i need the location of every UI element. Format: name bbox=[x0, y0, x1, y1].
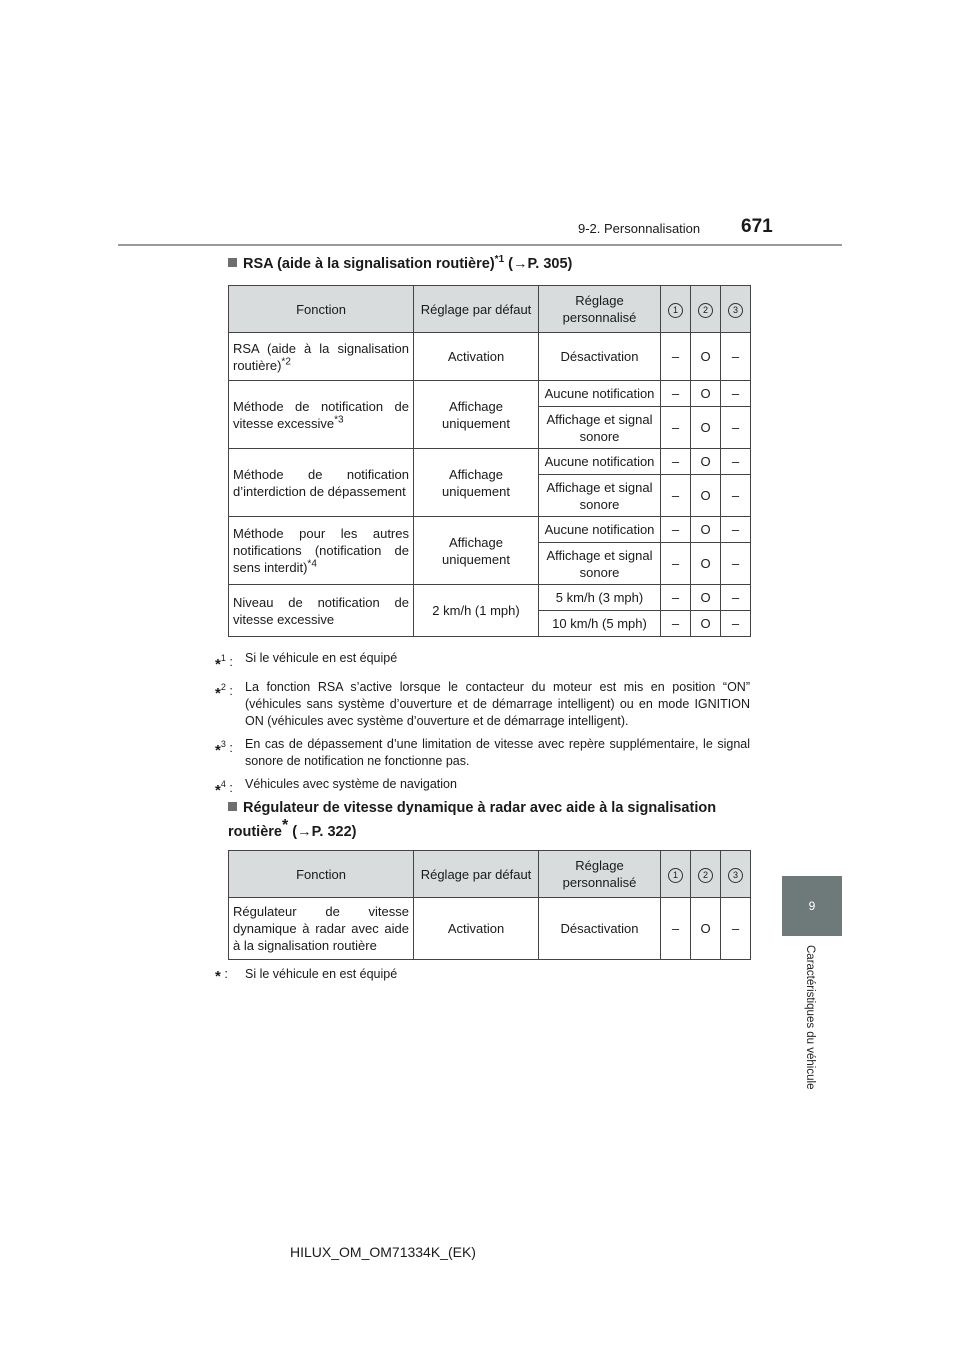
table-row bbox=[229, 333, 751, 381]
cell-defaut: Activation bbox=[414, 898, 539, 960]
footnote bbox=[215, 650, 750, 673]
cell-2: O bbox=[691, 585, 721, 611]
cell-1: – bbox=[661, 475, 691, 517]
page-number: 671 bbox=[741, 216, 773, 237]
cell-2: O bbox=[691, 407, 721, 449]
cell-2: O bbox=[691, 517, 721, 543]
col-header-1 bbox=[661, 286, 691, 333]
footnote-ref: *1 bbox=[494, 254, 505, 266]
cell-perso: 10 km/h (5 mph) bbox=[539, 611, 661, 637]
footnote-ref: *3 bbox=[334, 414, 344, 426]
cell-3: – bbox=[721, 475, 751, 517]
cell-defaut: Activation bbox=[414, 333, 539, 381]
cell-2: O bbox=[691, 611, 721, 637]
chapter-tab[interactable] bbox=[782, 876, 842, 936]
cell-perso: Aucune notification bbox=[539, 381, 661, 407]
radar-cruise-settings-table bbox=[228, 850, 751, 960]
table-header-row bbox=[229, 851, 751, 898]
footnote-text: Véhicules avec système de navigation bbox=[245, 777, 457, 791]
square-bullet-icon bbox=[228, 802, 237, 811]
cell-1: – bbox=[661, 611, 691, 637]
footnote-ref: * bbox=[282, 817, 289, 835]
footnotes-rsa bbox=[215, 650, 750, 805]
table-row bbox=[229, 517, 751, 543]
cell-2: O bbox=[691, 449, 721, 475]
footnote-text: La fonction RSA s’active lorsque le contacteur du moteur est mis en position “ON” (véhicules sans système d’ouverture et de démarrage intelligent) ou en mode IGNITION ON (véhicules avec système d’ouverture et de démarrage intelligent). bbox=[245, 680, 750, 728]
cell-perso: Affichage et signal sonore bbox=[539, 475, 661, 517]
footnote-marker: *$^1$ : bbox=[215, 653, 233, 673]
footnote-ref: *2 bbox=[281, 356, 291, 368]
chapter-label: Caractéristiques du véhicule bbox=[804, 945, 816, 1090]
cell-defaut: Affichage uniquement bbox=[414, 449, 539, 517]
square-bullet-icon bbox=[228, 258, 237, 267]
cell-fonction: Méthode de notification d’interdiction de dépassement bbox=[229, 449, 414, 517]
circled-3-icon: 3 bbox=[728, 303, 743, 318]
col-header-defaut: Réglage par défaut bbox=[414, 851, 539, 898]
circled-1-icon: 1 bbox=[668, 868, 683, 883]
cell-1: – bbox=[661, 407, 691, 449]
footnote-marker: * : bbox=[215, 967, 228, 985]
cell-fonction: RSA (aide à la signalisation routière)$^{*2}$ bbox=[229, 333, 414, 381]
cell-3: – bbox=[721, 585, 751, 611]
cell-3: – bbox=[721, 611, 751, 637]
document-code: HILUX_OM_OM71334K_(EK) bbox=[290, 1244, 476, 1260]
cell-fonction: Méthode pour les autres notifications (notification de sens interdit)$^{*4}$ bbox=[229, 517, 414, 585]
footnote-marker: *$^4$ : bbox=[215, 779, 233, 799]
col-header-2 bbox=[691, 851, 721, 898]
footnotes-radar-cruise bbox=[215, 966, 750, 991]
circled-2-icon: 2 bbox=[698, 303, 713, 318]
cell-fonction: Régulateur de vitesse dynamique à radar avec aide à la signalisation routière bbox=[229, 898, 414, 960]
footnote bbox=[215, 966, 750, 985]
cell-defaut: Affichage uniquement bbox=[414, 517, 539, 585]
section-title-rsa bbox=[228, 252, 572, 276]
table-row bbox=[229, 449, 751, 475]
circled-3-icon: 3 bbox=[728, 868, 743, 883]
footnote-marker: *$^3$ : bbox=[215, 739, 233, 759]
cell-perso: Affichage et signal sonore bbox=[539, 407, 661, 449]
col-header-defaut: Réglage par défaut bbox=[414, 286, 539, 333]
col-header-2 bbox=[691, 286, 721, 333]
cell-1: – bbox=[661, 517, 691, 543]
title-text: RSA (aide à la signalisation routière) bbox=[243, 256, 495, 272]
cell-2: O bbox=[691, 381, 721, 407]
table-row bbox=[229, 381, 751, 407]
cell-3: – bbox=[721, 517, 751, 543]
footnote-marker: *$^2$ : bbox=[215, 682, 233, 702]
page-ref-link[interactable]: (→P. 305) bbox=[504, 256, 573, 272]
col-header-fonction: Fonction bbox=[229, 286, 414, 333]
section-title-radar-cruise bbox=[228, 796, 753, 844]
cell-3: – bbox=[721, 333, 751, 381]
cell-perso: Désactivation bbox=[539, 898, 661, 960]
section-heading: 9-2. Personnalisation bbox=[578, 221, 701, 236]
cell-perso: Affichage et signal sonore bbox=[539, 543, 661, 585]
cell-3: – bbox=[721, 543, 751, 585]
cell-1: – bbox=[661, 543, 691, 585]
footnote-text: Si le véhicule en est équipé bbox=[245, 651, 398, 665]
table-header-row bbox=[229, 286, 751, 333]
footnote-text: Si le véhicule en est équipé bbox=[245, 967, 398, 981]
col-header-3 bbox=[721, 286, 751, 333]
cell-2: O bbox=[691, 898, 721, 960]
cell-perso: Désactivation bbox=[539, 333, 661, 381]
footnote-ref: *4 bbox=[307, 558, 317, 570]
title-text: Régulateur de vitesse dynamique à radar avec aide à la signalisation routière bbox=[228, 800, 717, 840]
cell-3: – bbox=[721, 381, 751, 407]
header-divider bbox=[118, 244, 842, 246]
cell-3: – bbox=[721, 407, 751, 449]
cell-perso: 5 km/h (3 mph) bbox=[539, 585, 661, 611]
circled-2-icon: 2 bbox=[698, 868, 713, 883]
cell-3: – bbox=[721, 898, 751, 960]
cell-1: – bbox=[661, 585, 691, 611]
footnote bbox=[215, 679, 750, 730]
col-header-perso: Réglage personnalisé bbox=[539, 851, 661, 898]
footnote bbox=[215, 736, 750, 770]
table-row bbox=[229, 585, 751, 611]
cell-1: – bbox=[661, 381, 691, 407]
cell-1: – bbox=[661, 898, 691, 960]
cell-1: – bbox=[661, 449, 691, 475]
cell-2: O bbox=[691, 475, 721, 517]
col-header-3 bbox=[721, 851, 751, 898]
circled-1-icon: 1 bbox=[668, 303, 683, 318]
page-ref-link[interactable]: (→P. 322) bbox=[288, 824, 357, 840]
cell-perso: Aucune notification bbox=[539, 517, 661, 543]
cell-perso: Aucune notification bbox=[539, 449, 661, 475]
cell-2: O bbox=[691, 543, 721, 585]
table-row bbox=[229, 898, 751, 960]
cell-1: – bbox=[661, 333, 691, 381]
col-header-1 bbox=[661, 851, 691, 898]
footnote-text: En cas de dépassement d’une limitation de vitesse avec repère supplémentaire, le signal sonore de notification ne fonctionne pas. bbox=[245, 737, 750, 768]
rsa-settings-table bbox=[228, 285, 751, 637]
cell-fonction: Niveau de notification de vitesse excessive bbox=[229, 585, 414, 637]
chapter-number: 9 bbox=[808, 899, 816, 913]
cell-defaut: 2 km/h (1 mph) bbox=[414, 585, 539, 637]
cell-2: O bbox=[691, 333, 721, 381]
col-header-perso: Réglage personnalisé bbox=[539, 286, 661, 333]
cell-defaut: Affichage uniquement bbox=[414, 381, 539, 449]
cell-3: – bbox=[721, 449, 751, 475]
col-header-fonction: Fonction bbox=[229, 851, 414, 898]
cell-fonction: Méthode de notification de vitesse excessive$^{*3}$ bbox=[229, 381, 414, 449]
